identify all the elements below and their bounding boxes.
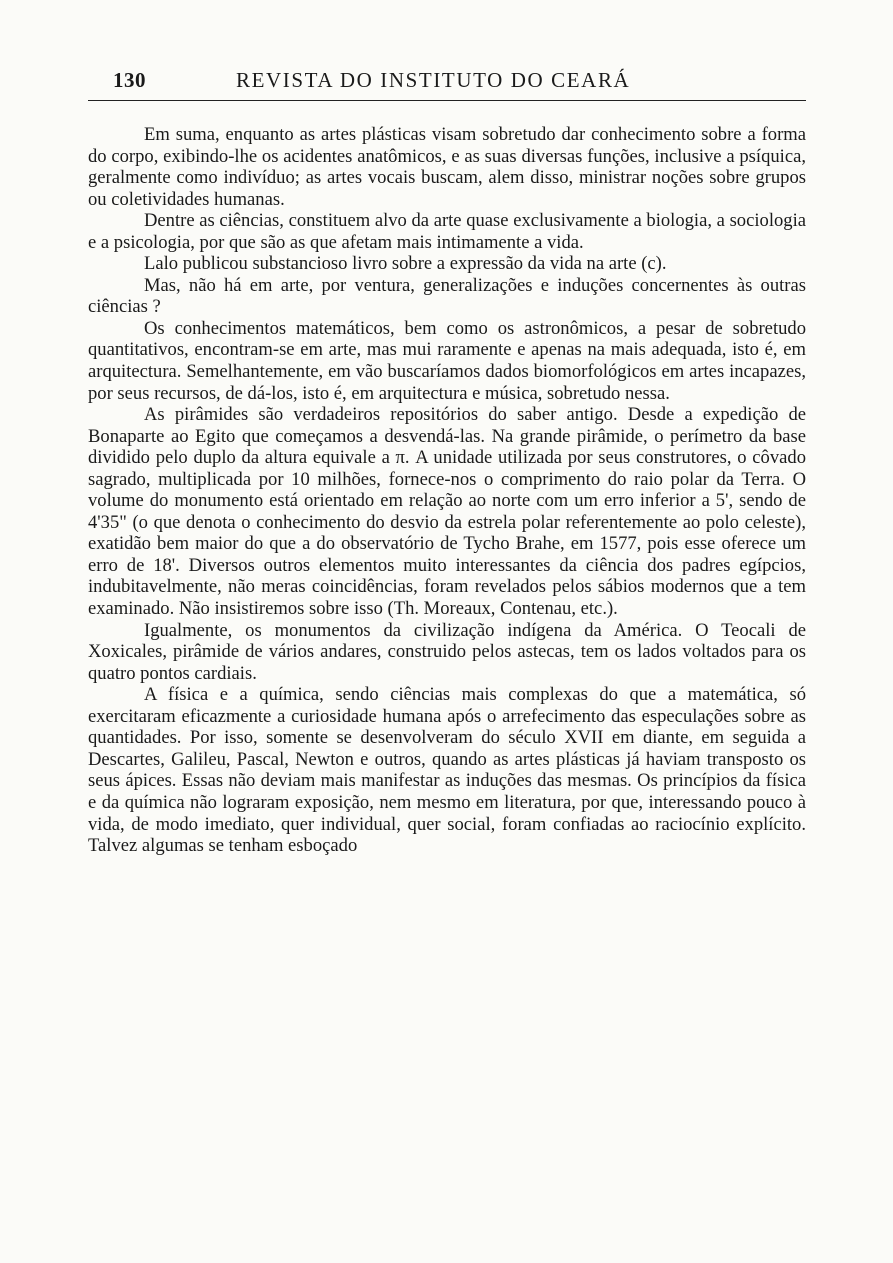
- paragraph: Igualmente, os monumentos da civilização indígena da América. O Teocali de Xoxicales, pirâmide de vários andares, construido pelos astecas, tem os lados voltados para os quatro pontos cardiais.: [88, 619, 806, 684]
- paragraph: A física e a química, sendo ciências mais complexas do que a matemática, só exercitaram eficazmente a curiosidade humana após o arrefecimento das especulações sobre as quantidades. Por isso, somente se desenvolveram do século XVII em diante, em seguida a Descartes, Galileu, Pascal, Newton e outros, quando as artes plásticas já haviam transposto os seus ápices. Essas não deviam mais manifestar as induções das mesmas. Os princípios da física e da química não lograram exposição, nem mesmo em literatura, por que, interessando pouco à vida, de modo imediato, quer individual, quer social, foram confiadas ao raciocínio explícito. Talvez algumas se tenham esboçado: [88, 684, 806, 857]
- body-text: [88, 124, 806, 857]
- paragraph: As pirâmides são verdadeiros repositórios do saber antigo. Desde a expedição de Bonaparte ao Egito que começamos a desvendá-las. Na grande pirâmide, o perímetro da base dividido pelo duplo da altura equivale a π. A unidade utilizada por seus construtores, o côvado sagrado, multiplicada por 10 milhões, fornece-nos o comprimento do raio polar da Terra. O volume do monumento está orientado em relação ao norte com um erro inferior a 5', sendo de 4'35" (o que denota o conhecimento do desvio da estrela polar referentemente ao polo celeste), exatidão bem maior do que a do observatório de Tycho Brahe, em 1577, pois esse oferece um erro de 18'. Diversos outros elementos muito interessantes da ciência dos padres egípcios, indubitavelmente, não meras coincidências, foram revelados pelos sábios modernos que a tem examinado. Não insistiremos sobre isso (Th. Moreaux, Contenau, etc.).: [88, 404, 806, 620]
- paragraph: Os conhecimentos matemáticos, bem como os astronômicos, a pesar de sobretudo quantitativos, encontram-se em arte, mas mui raramente e apenas na mais adequada, isto é, em arquitectura. Semelhantemente, em vão buscaríamos dados biomorfológicos em artes incapazes, por seus recursos, de dá-los, isto é, em arquitectura e música, sobretudo nessa.: [88, 317, 806, 404]
- paragraph: Mas, não há em arte, por ventura, generalizações e induções concernentes às outras ciências ?: [88, 274, 806, 318]
- paragraph: Em suma, enquanto as artes plásticas visam sobretudo dar conhecimento sobre a forma do corpo, exibindo-lhe os acidentes anatômicos, e as suas diversas funções, inclusive a psíquica, geralmente como indivíduo; as artes vocais buscam, alem disso, ministrar noções sobre grupos ou coletividades humanas.: [88, 124, 806, 210]
- page-number: 130: [113, 68, 146, 92]
- running-title: REVISTA DO INSTITUTO DO CEARÁ: [236, 68, 631, 92]
- paragraph: Lalo publicou substancioso livro sobre a expressão da vida na arte (c).: [144, 253, 667, 275]
- paragraph: Dentre as ciências, constituem alvo da arte quase exclusivamente a biologia, a sociologia e a psicologia, por que são as que afetam mais intimamente a vida.: [88, 210, 806, 253]
- page-header: [88, 68, 806, 101]
